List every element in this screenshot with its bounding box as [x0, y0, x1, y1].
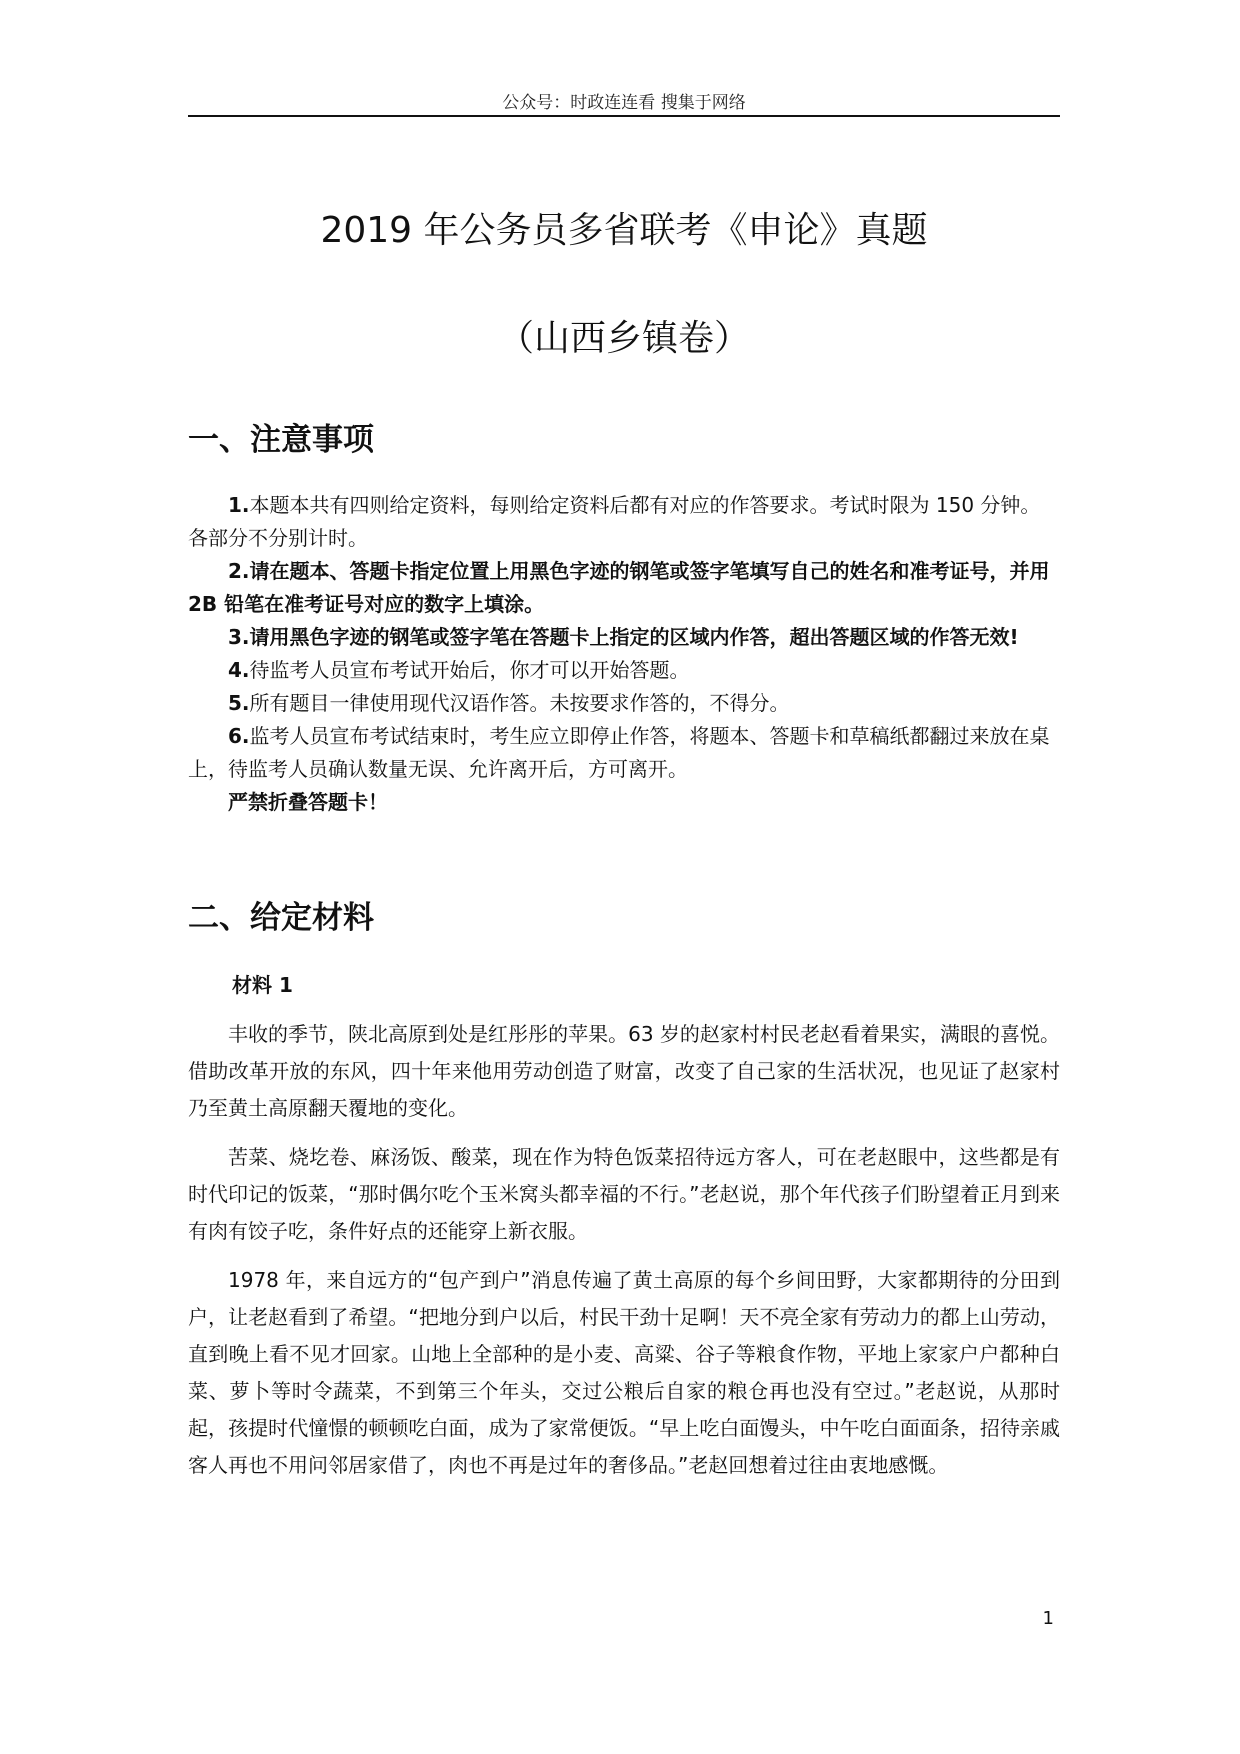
notice-item [188, 687, 1060, 720]
notice-number: 3. [228, 625, 250, 649]
notice-number: 6. [228, 724, 250, 748]
material-body [188, 1016, 1060, 1496]
notice-item [188, 555, 1060, 621]
section-heading-notices: 一、注意事项 [188, 422, 374, 458]
page-header: 公众号：时政连连看 搜集于网络 [502, 93, 746, 113]
notice-text: 请在题本、答题卡指定位置上用黑色字迹的钢笔或签字笔填写自己的姓名和准考证号，并用 2B 铅笔在准考证号对应的数字上填涂。 [188, 559, 1050, 616]
notice-text: 待监考人员宣布考试开始后，你才可以开始答题。 [249, 658, 690, 682]
notice-list [188, 489, 1060, 819]
notice-number: 4. [228, 658, 250, 682]
material-title: 材料 1 [232, 973, 293, 997]
section-heading-materials: 二、给定材料 [188, 900, 374, 936]
notice-item [188, 489, 1060, 555]
material-paragraph: 苦菜、烧圪卷、麻汤饭、酸菜，现在作为特色饭菜招待远方客人，可在老赵眼中，这些都是有时代印记的饭菜，“那时偶尔吃个玉米窝头都幸福的不行。”老赵说，那个年代孩子们盼望着正月到来有肉有饺子吃，条件好点的还能穿上新衣服。 [188, 1145, 1060, 1243]
notice-number: 5. [228, 691, 250, 715]
notice-item [188, 720, 1060, 786]
notice-text: 本题本共有四则给定资料，每则给定资料后都有对应的作答要求。考试时限为 150 分钟。各部分不分别计时。 [188, 493, 1041, 550]
notice-item [188, 654, 1060, 687]
document-title: 2019 年公务员多省联考《申论》真题 [320, 210, 928, 251]
notice-warning: 严禁折叠答题卡！ [228, 790, 388, 814]
notice-text: 所有题目一律使用现代汉语作答。未按要求作答的，不得分。 [249, 691, 790, 715]
notice-text: 监考人员宣布考试结束时，考生应立即停止作答，将题本、答题卡和草稿纸都翻过来放在桌上，待监考人员确认数量无误、允许离开后，方可离开。 [188, 724, 1050, 781]
page-number: 1 [1042, 1608, 1054, 1629]
notice-number: 2. [228, 559, 250, 583]
notice-text: 请用黑色字迹的钢笔或签字笔在答题卡上指定的区域内作答，超出答题区域的作答无效! [249, 625, 1019, 649]
notice-item [188, 621, 1060, 654]
material-paragraph: 1978 年，来自远方的“包产到户”消息传遍了黄土高原的每个乡间田野，大家都期待的分田到户，让老赵看到了希望。“把地分到户以后，村民干劲十足啊！天不亮全家有劳动力的都上山劳动，直到晚上看不见才回家。山地上全部种的是小麦、高粱、谷子等粮食作物，平地上家家户户都种白菜、萝卜等时令蔬菜，不到第三个年头，交过公粮后自家的粮仓再也没有空过。”老赵说，从那时起，孩提时代憧憬的顿顿吃白面，成为了家常便饭。“早上吃白面馒头，中午吃白面面条，招待亲戚客人再也不用问邻居家借了，肉也不再是过年的奢侈品。”老赵回想着过往由衷地感慨。 [188, 1268, 1060, 1477]
document-subtitle: （山西乡镇卷） [497, 318, 750, 359]
header-rule [188, 115, 1060, 117]
notice-number: 1. [228, 493, 250, 517]
material-paragraph: 丰收的季节，陕北高原到处是红彤彤的苹果。63 岁的赵家村村民老赵看着果实，满眼的喜悦。借助改革开放的东风，四十年来他用劳动创造了财富，改变了自己家的生活状况，也见证了赵家村乃至黄土高原翻天覆地的变化。 [188, 1022, 1060, 1120]
